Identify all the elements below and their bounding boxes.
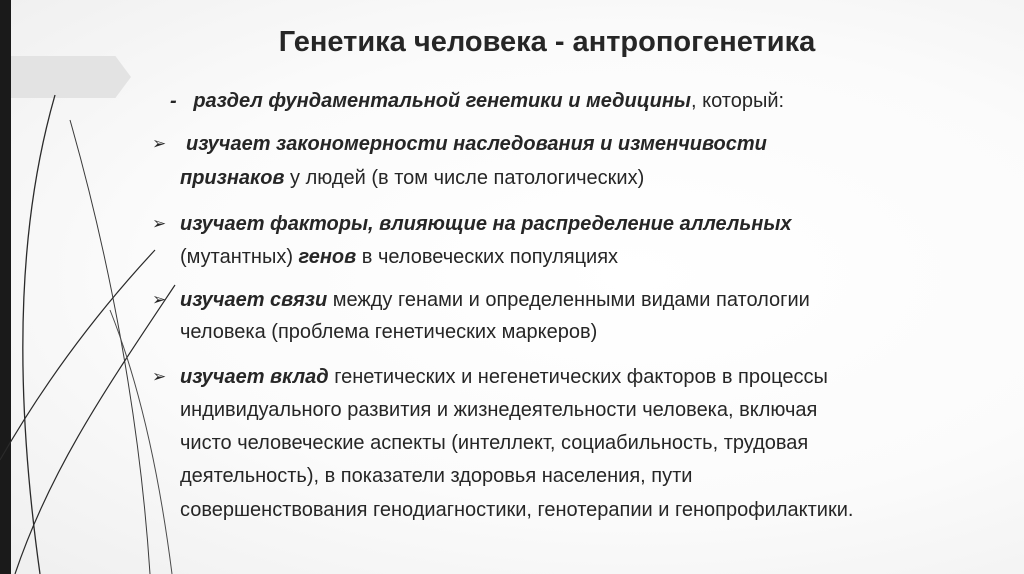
arrow-bullet-icon: ➢	[152, 134, 167, 153]
item-4-bold: изучает вклад	[180, 366, 329, 388]
arrow-bullet-icon: ➢	[152, 214, 167, 233]
item-1-rest: у людей (в том числе патологических)	[284, 167, 645, 189]
item-1-line-1	[186, 131, 767, 157]
item-1-bold-2: признаков	[180, 167, 285, 189]
item-2-line-1	[180, 211, 792, 237]
slide-title: Генетика человека - антропогенетика	[278, 26, 816, 58]
item-4-line-1	[180, 364, 828, 390]
intro-dash: -	[170, 90, 177, 112]
item-2-line-2	[180, 244, 618, 270]
item-3-rest: между генами и определенными видами патологии	[327, 289, 810, 311]
intro-line	[170, 88, 784, 114]
arrow-bullet-icon: ➢	[152, 290, 167, 309]
item-4-line-5: совершенствования генодиагностики, генотерапии и генопрофилактики.	[180, 499, 854, 521]
intro-bold-text: раздел фундаментальной генетики и медицины	[193, 90, 691, 112]
item-4-line-2: индивидуального развития и жизнедеятельности человека, включая	[180, 399, 818, 421]
arrow-bullet-icon: ➢	[152, 367, 167, 386]
item-2-rest: в человеческих популяциях	[356, 246, 619, 268]
item-4-line-3: чисто человеческие аспекты (интеллект, социабильность, трудовая	[180, 432, 809, 454]
item-2-prefix: (мутантных)	[180, 246, 299, 268]
item-3-bold: изучает связи	[180, 289, 328, 311]
item-3-line-2: человека (проблема генетических маркеров)	[180, 321, 598, 343]
item-2-bold-2: генов	[298, 246, 357, 268]
item-4-rest: генетических и негенетических факторов в процессы	[328, 366, 828, 388]
item-4-line-4: деятельность), в показатели здоровья населения, пути	[180, 465, 693, 487]
item-1-bold: изучает закономерности наследования и изменчивости	[186, 133, 767, 155]
item-1-line-2	[180, 165, 644, 191]
item-3-line-1	[180, 287, 810, 313]
intro-rest-text: , который:	[691, 90, 785, 112]
item-2-bold: изучает факторы, влияющие на распределение аллельных	[180, 213, 792, 235]
